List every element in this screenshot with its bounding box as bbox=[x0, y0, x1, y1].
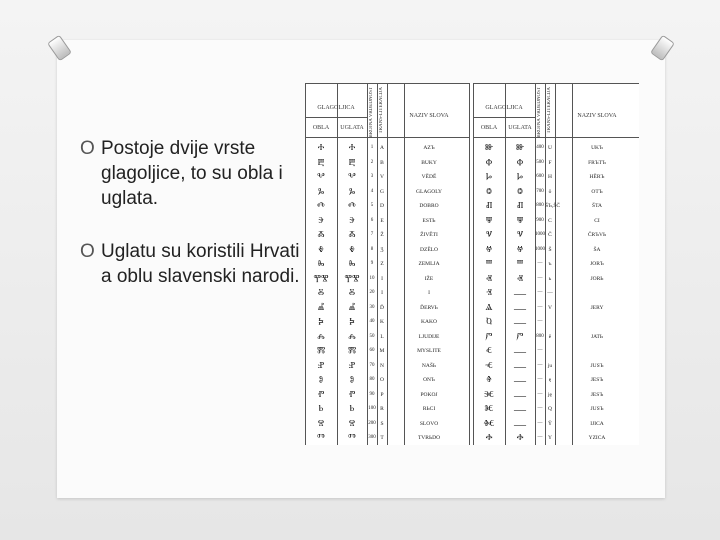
cell-letter-name: IŽE bbox=[424, 275, 434, 282]
header-glagoljica: GLAGOLJICA bbox=[485, 105, 523, 111]
table-row bbox=[473, 344, 639, 358]
table-row bbox=[473, 388, 639, 402]
cell-number: 30 bbox=[369, 304, 375, 310]
cell-transliteration: C bbox=[548, 217, 552, 224]
table-row bbox=[473, 214, 639, 228]
cell-transliteration: D bbox=[380, 203, 384, 209]
cell-number: 80 bbox=[369, 377, 375, 382]
table-row bbox=[473, 301, 639, 315]
cell-transliteration: Z bbox=[380, 261, 384, 267]
cell-letter-name: FRЪTЪ bbox=[588, 159, 606, 166]
cell-number: 10 bbox=[369, 275, 375, 281]
cell-letter-name: BUKY bbox=[421, 159, 437, 166]
cell-obla: ⰵ bbox=[318, 213, 324, 228]
table-row bbox=[473, 257, 639, 271]
bullet-item-2 bbox=[80, 239, 310, 289]
cell-transliteration: A bbox=[380, 145, 384, 151]
cell-uglata: ⰼ bbox=[348, 300, 356, 315]
cell-uglata: ⱍ bbox=[516, 242, 524, 257]
cell-uglata: ⱀ bbox=[348, 358, 356, 373]
cell-number: 600 bbox=[536, 174, 544, 179]
cell-obla: ⱙ bbox=[483, 416, 495, 431]
table-row bbox=[473, 228, 639, 242]
header-obla: OBLA bbox=[480, 125, 498, 131]
cell-number: — bbox=[537, 362, 543, 368]
cell-transliteration: U bbox=[548, 145, 552, 151]
bullet-text-1: Postoje dvije vrste glagoljice, to su obla i uglata. bbox=[101, 138, 283, 209]
cell-obla: ⱅ bbox=[317, 431, 325, 445]
cell-uglata: ⱄ bbox=[348, 416, 356, 431]
cell-letter-name: IJICA bbox=[590, 420, 604, 427]
cell-letter-name bbox=[555, 315, 639, 329]
cell-transliteration: Ď bbox=[380, 304, 384, 311]
cell-obla: ⰹⰺ bbox=[313, 271, 329, 286]
table-row bbox=[305, 359, 470, 373]
cell-number: 800 bbox=[536, 333, 544, 339]
cell-number: 1 bbox=[370, 145, 374, 150]
cell-transliteration: G bbox=[380, 188, 384, 195]
cell-letter-name: VĚDĚ bbox=[421, 174, 437, 180]
table-row bbox=[473, 199, 639, 213]
cell-letter-name: JUSЪ bbox=[590, 406, 604, 412]
cell-letter-name: AZЪ bbox=[423, 145, 435, 151]
cell-uglata: ⰸ bbox=[348, 257, 356, 271]
cell-transliteration: M bbox=[379, 348, 385, 354]
cell-letter-name bbox=[555, 286, 639, 300]
cell-letter-name: ZEMLJA bbox=[418, 261, 440, 267]
cell-obla: ⱓ bbox=[485, 329, 493, 344]
cell-number: 3 bbox=[370, 174, 374, 179]
cell-uglata: ⰴ bbox=[348, 199, 356, 213]
cell-obla: ⰳ bbox=[317, 184, 325, 199]
table-row bbox=[305, 257, 470, 271]
cell-transliteration: Y bbox=[548, 435, 552, 441]
cell-uglata: ⰰ bbox=[348, 141, 356, 155]
table-row bbox=[473, 402, 639, 416]
table-row bbox=[305, 170, 470, 184]
cell-obla: ⰶ bbox=[317, 228, 325, 242]
cell-letter-name: ESTЬ bbox=[422, 217, 436, 224]
cell-obla: ⱆ bbox=[484, 141, 494, 155]
cell-uglata: ⱎ bbox=[516, 257, 524, 271]
table-row bbox=[305, 402, 470, 416]
cell-uglata: ⰻ bbox=[348, 286, 356, 300]
cell-number: 500 bbox=[536, 159, 544, 165]
header-naziv-slova: NAZIV SLOVA bbox=[409, 113, 449, 119]
cell-transliteration: Ž bbox=[380, 232, 384, 238]
bullet-marker-icon: O bbox=[80, 241, 95, 262]
table-row bbox=[473, 431, 639, 445]
cell-letter-name: NAŠЬ bbox=[421, 362, 437, 369]
cell-letter-name: RЬCI bbox=[422, 406, 436, 412]
cell-uglata: ⰳ bbox=[348, 184, 356, 199]
cell-transliteration: — bbox=[547, 290, 553, 296]
header-uglata: UGLATA bbox=[340, 125, 364, 131]
table-row bbox=[305, 199, 470, 213]
cell-uglata: — bbox=[514, 373, 526, 387]
cell-obla: ⱉ bbox=[486, 184, 492, 199]
cell-obla: ⰿ bbox=[316, 344, 326, 358]
cell-letter-name: JATЬ bbox=[590, 333, 604, 340]
cell-uglata: — bbox=[514, 286, 526, 300]
cell-obla: ⰽ bbox=[318, 315, 324, 329]
cell-letter-name: JORЪ bbox=[590, 261, 604, 267]
table-row bbox=[473, 417, 639, 431]
cell-obla: ⰸ bbox=[317, 257, 325, 271]
cell-transliteration: I bbox=[381, 290, 383, 296]
cell-letter-name: POKOJ bbox=[420, 391, 438, 398]
cell-obla: ⱏ bbox=[486, 271, 492, 286]
cell-number: 9 bbox=[370, 261, 374, 266]
cell-letter-name: UKЪ bbox=[591, 145, 603, 151]
cell-uglata: ⰿ bbox=[347, 344, 357, 358]
cell-number: — bbox=[537, 275, 543, 281]
cell-letter-name: JERY bbox=[590, 304, 604, 311]
cell-uglata: ⱉ bbox=[517, 184, 523, 199]
header-obla: OBLA bbox=[312, 125, 330, 131]
table-row bbox=[305, 373, 470, 387]
cell-number: 40 bbox=[369, 319, 375, 324]
table-hline bbox=[473, 83, 639, 84]
cell-letter-name: OTЪ bbox=[591, 188, 603, 195]
cell-number: 400 bbox=[536, 145, 544, 150]
cell-obla: ⱌ bbox=[485, 228, 493, 242]
cell-obla: ⰱ bbox=[317, 155, 325, 170]
cell-letter-name: MYSLITE bbox=[417, 348, 441, 354]
table-row bbox=[305, 185, 470, 199]
cell-number: 7 bbox=[370, 232, 374, 237]
cell-letter-name: KAKO bbox=[421, 319, 437, 325]
cell-transliteration: R bbox=[380, 406, 384, 412]
cell-transliteration: N bbox=[380, 362, 384, 369]
cell-obla: ⱋ bbox=[485, 213, 493, 228]
cell-uglata: ⱌ bbox=[516, 228, 524, 242]
cell-number: 5 bbox=[370, 203, 374, 208]
cell-obla: ⱍ bbox=[485, 242, 493, 257]
table-left-half bbox=[305, 83, 470, 445]
cell-transliteration: Ŷ bbox=[548, 420, 552, 427]
table-row bbox=[305, 286, 470, 300]
cell-letter-name: ŽIVĚTI bbox=[420, 232, 438, 238]
cell-uglata: ⱓ bbox=[516, 329, 524, 344]
cell-number: — bbox=[537, 261, 543, 266]
cell-obla: ⰾ bbox=[317, 329, 325, 344]
bullet-text-2: Uglatu su koristili Hrvati a oblu slavenski narodi. bbox=[101, 241, 300, 287]
cell-number: 1000 bbox=[535, 232, 545, 237]
cell-obla: ⱎ bbox=[485, 257, 493, 271]
cell-letter-name bbox=[555, 344, 639, 358]
cell-letter-name: DOBRO bbox=[419, 203, 439, 209]
table-hline bbox=[473, 117, 535, 118]
cell-transliteration: E bbox=[380, 217, 384, 224]
cell-uglata: — bbox=[514, 358, 526, 373]
cell-number: 20 bbox=[369, 290, 375, 295]
cell-obla: ⱐ bbox=[486, 286, 492, 300]
cell-uglata: ⰶ bbox=[348, 228, 356, 242]
cell-transliteration: ъ bbox=[548, 261, 552, 267]
cell-letter-name: JESЪ bbox=[590, 377, 604, 383]
cell-obla: ⱀ bbox=[317, 358, 325, 373]
header-transliteracija: TRANS-LITERACIJA bbox=[379, 87, 384, 134]
table-row bbox=[305, 388, 470, 402]
cell-uglata: — bbox=[514, 402, 526, 416]
cell-letter-name: ONЪ bbox=[423, 377, 435, 383]
cell-obla: ⱖ bbox=[486, 373, 492, 387]
table-row bbox=[305, 431, 470, 445]
cell-obla: ⰷ bbox=[318, 242, 324, 257]
cell-transliteration: ję bbox=[548, 391, 552, 398]
cell-uglata: — bbox=[514, 387, 526, 402]
cell-transliteration: Č bbox=[548, 232, 552, 238]
cell-uglata: ⱊ bbox=[516, 199, 524, 213]
cell-number: 6 bbox=[370, 217, 374, 223]
bullet-item-1 bbox=[80, 136, 310, 211]
cell-uglata: ⰲ bbox=[348, 170, 356, 184]
table-row bbox=[305, 315, 470, 329]
cell-transliteration: V bbox=[548, 304, 552, 311]
header-uglata: UGLATA bbox=[508, 125, 532, 131]
table-row bbox=[305, 344, 470, 358]
cell-letter-name: DZĚLO bbox=[419, 246, 439, 253]
cell-letter-name: I bbox=[428, 290, 430, 296]
cell-number: — bbox=[537, 304, 543, 310]
cell-transliteration: S bbox=[380, 420, 384, 427]
bullet-list bbox=[80, 136, 310, 317]
cell-number: — bbox=[537, 435, 543, 440]
table-hline bbox=[473, 137, 639, 138]
cell-number: 100 bbox=[368, 406, 376, 411]
cell-obla: ⰲ bbox=[317, 170, 325, 184]
cell-uglata: ⱆ bbox=[515, 141, 525, 155]
cell-transliteration: B bbox=[380, 159, 384, 166]
cell-obla: ⰴ bbox=[317, 199, 325, 213]
cell-obla: ⰻ bbox=[317, 286, 325, 300]
bullet-marker-icon: O bbox=[80, 138, 95, 159]
cell-uglata: ⰾ bbox=[348, 329, 356, 344]
cell-uglata: ⱚ bbox=[516, 431, 524, 445]
cell-number: — bbox=[537, 348, 543, 353]
table-row bbox=[473, 272, 639, 286]
cell-uglata: ⱂ bbox=[348, 387, 356, 402]
cell-uglata: — bbox=[514, 315, 526, 329]
cell-obla: ⱘ bbox=[484, 402, 494, 416]
cell-uglata: — bbox=[514, 416, 526, 431]
cell-transliteration: K bbox=[380, 319, 384, 325]
cell-letter-name: JORЬ bbox=[590, 275, 604, 282]
header-transliteracija: TRANS-LITERACIJA bbox=[547, 87, 552, 134]
cell-letter-name: SLOVO bbox=[419, 420, 439, 427]
cell-transliteration: ĕ bbox=[548, 333, 552, 340]
cell-letter-name: ČRЪVЬ bbox=[587, 232, 607, 238]
cell-number: 8 bbox=[370, 246, 374, 252]
cell-obla: ⱄ bbox=[317, 416, 325, 431]
table-row bbox=[305, 214, 470, 228]
table-row bbox=[305, 243, 470, 257]
cell-number: 800 bbox=[536, 203, 544, 208]
cell-transliteration: H bbox=[548, 174, 552, 180]
table-hline bbox=[305, 117, 367, 118]
cell-uglata: — bbox=[514, 300, 526, 315]
header-naziv-slova: NAZIV SLOVA bbox=[577, 113, 617, 119]
table-row bbox=[305, 272, 470, 286]
cell-obla: ⱚ bbox=[485, 431, 493, 445]
cell-number: 90 bbox=[369, 391, 375, 397]
cell-letter-name: ŠA bbox=[593, 246, 601, 253]
cell-transliteration: L bbox=[380, 333, 384, 340]
header-brojna-vrijednost: BROJNA VRIJEDNOST bbox=[537, 87, 542, 138]
cell-letter-name: TVRЬDO bbox=[417, 435, 441, 441]
table-row bbox=[305, 156, 470, 170]
cell-number: — bbox=[537, 319, 543, 324]
cell-uglata: ⰽ bbox=[349, 315, 355, 329]
cell-number: — bbox=[537, 290, 543, 295]
cell-obla: ⱒ bbox=[486, 315, 492, 329]
cell-obla: ⱑ bbox=[485, 300, 493, 315]
cell-letter-name: CI bbox=[594, 217, 600, 224]
cell-obla: ⱔ bbox=[485, 344, 493, 358]
cell-obla: ⱈ bbox=[485, 170, 493, 184]
table-row bbox=[473, 315, 639, 329]
cell-transliteration: ę bbox=[548, 377, 552, 383]
cell-obla: ⱃ bbox=[318, 402, 324, 416]
table-row bbox=[473, 359, 639, 373]
cell-transliteration: Š bbox=[548, 246, 552, 253]
cell-obla: ⱊ bbox=[485, 199, 493, 213]
table-row bbox=[473, 373, 639, 387]
glagolitic-table-image bbox=[305, 83, 639, 445]
cell-transliteration: ju bbox=[547, 362, 553, 369]
table-row bbox=[305, 301, 470, 315]
table-right-half bbox=[473, 83, 639, 445]
cell-number: 50 bbox=[369, 333, 375, 339]
cell-obla: ⱁ bbox=[318, 373, 324, 387]
cell-uglata: ⰹⰺ bbox=[344, 271, 360, 286]
table-row bbox=[305, 330, 470, 344]
cell-transliteration bbox=[545, 344, 555, 358]
cell-transliteration: T bbox=[380, 435, 384, 441]
table-row bbox=[305, 228, 470, 242]
cell-transliteration bbox=[545, 315, 555, 329]
table-row bbox=[473, 170, 639, 184]
cell-transliteration: ō bbox=[548, 188, 552, 195]
cell-obla: ⱇ bbox=[485, 155, 493, 170]
cell-number: 70 bbox=[369, 362, 375, 368]
cell-uglata: ⱋ bbox=[516, 213, 524, 228]
cell-uglata: — bbox=[514, 344, 526, 358]
header-brojna-vrijednost: BROJNA VRIJEDNOST bbox=[369, 87, 374, 138]
cell-uglata: ⱁ bbox=[349, 373, 355, 387]
cell-uglata: ⰵ bbox=[349, 213, 355, 228]
cell-letter-name: ĎERVЬ bbox=[420, 304, 438, 311]
cell-number: 300 bbox=[368, 435, 376, 440]
cell-letter-name: HĚRЪ bbox=[589, 174, 605, 180]
cell-transliteration: I bbox=[381, 275, 383, 282]
cell-transliteration: P bbox=[380, 391, 384, 398]
cell-number: 2 bbox=[370, 159, 374, 165]
cell-number: — bbox=[537, 377, 543, 382]
cell-uglata: ⰱ bbox=[348, 155, 356, 170]
cell-obla: ⰰ bbox=[317, 141, 325, 155]
table-hline bbox=[305, 137, 470, 138]
table-hline bbox=[305, 83, 470, 84]
cell-number: 200 bbox=[368, 420, 376, 426]
table-row bbox=[473, 141, 639, 155]
cell-transliteration: ь bbox=[548, 275, 552, 282]
cell-letter-name: GLAGOLY bbox=[415, 188, 443, 195]
cell-number: 60 bbox=[369, 348, 375, 353]
cell-number: — bbox=[537, 420, 543, 426]
table-row bbox=[473, 185, 639, 199]
cell-obla: ⰼ bbox=[317, 300, 325, 315]
cell-number: — bbox=[537, 391, 543, 397]
cell-uglata: ⱅ bbox=[348, 431, 356, 445]
cell-uglata: ⱏ bbox=[517, 271, 523, 286]
table-row bbox=[473, 156, 639, 170]
table-row bbox=[305, 417, 470, 431]
cell-letter-name: LJUDIJE bbox=[418, 333, 440, 340]
cell-transliteration: Q bbox=[548, 406, 552, 412]
cell-transliteration: V bbox=[380, 174, 384, 180]
cell-uglata: ⱈ bbox=[516, 170, 524, 184]
table-row bbox=[473, 243, 639, 257]
table-row bbox=[473, 286, 639, 300]
cell-uglata: ⰷ bbox=[349, 242, 355, 257]
cell-letter-name: JESЪ bbox=[590, 391, 604, 398]
cell-uglata: ⱇ bbox=[516, 155, 524, 170]
table-row bbox=[473, 330, 639, 344]
cell-transliteration: O bbox=[380, 377, 384, 383]
cell-letter-name: YZICA bbox=[588, 435, 606, 441]
cell-obla: ⱗ bbox=[483, 387, 495, 402]
cell-number: — bbox=[537, 406, 543, 411]
cell-letter-name: ŠTA bbox=[592, 203, 602, 209]
cell-number: 1000 bbox=[535, 246, 545, 252]
cell-number: 4 bbox=[370, 188, 374, 194]
cell-transliteration: Ʒ bbox=[380, 246, 384, 253]
table-row bbox=[305, 141, 470, 155]
cell-transliteration: ŠЪ,ŠČ bbox=[545, 203, 561, 209]
header-glagoljica: GLAGOLJICA bbox=[317, 105, 355, 111]
cell-transliteration: F bbox=[548, 159, 552, 166]
cell-uglata: ⱃ bbox=[349, 402, 355, 416]
cell-obla: ⱕ bbox=[485, 358, 493, 373]
cell-obla: ⱂ bbox=[317, 387, 325, 402]
cell-letter-name: JUSЪ bbox=[590, 362, 604, 369]
cell-number: 700 bbox=[536, 188, 544, 194]
cell-number: 900 bbox=[536, 217, 544, 223]
